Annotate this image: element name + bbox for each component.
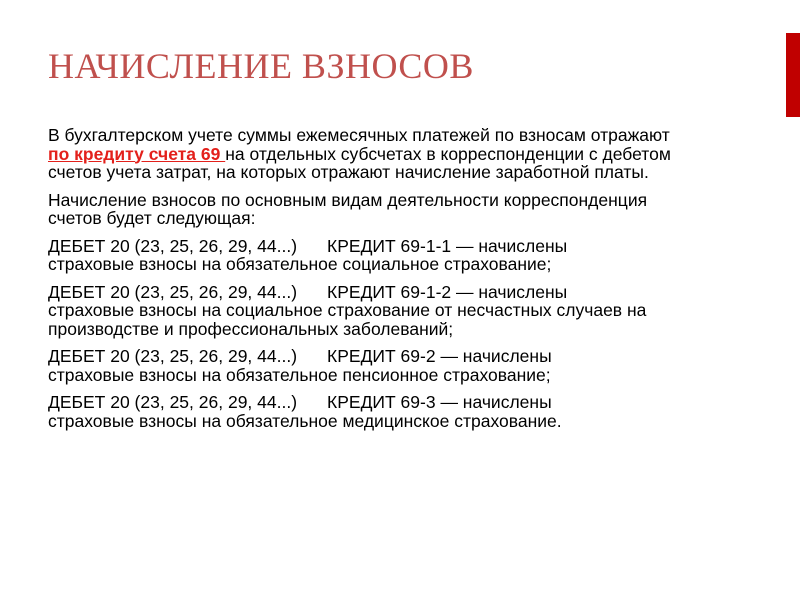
entry-description: страховые взносы на обязательное пенсионное страхование;: [48, 364, 551, 385]
entry-debit: ДЕБЕТ 20 (23, 25, 26, 29, 44...): [48, 346, 298, 366]
entry-description: страховые взносы на обязательное социальное страхование;: [48, 254, 552, 274]
entry-paragraph: [48, 283, 688, 339]
intro-text-before: В бухгалтерском учете суммы ежемесячных платежей по взносам отражают: [48, 125, 670, 145]
slide-body: [48, 126, 688, 439]
entry-credit: КРЕДИТ 69-1-1 — начислены: [327, 235, 568, 256]
entry-paragraph: [48, 347, 688, 384]
intro-text-after: на отдельных субсчетах в корреспонденции с дебетом счетов учета затрат, на которых отражают начисление заработной платы.: [48, 143, 671, 182]
entry-paragraph: [48, 393, 688, 430]
entry-description: страховые взносы на социальное страхование от несчастных случаев на производстве и профессиональных заболеваний;: [48, 300, 647, 339]
entry-debit: ДЕБЕТ 20 (23, 25, 26, 29, 44...): [48, 281, 298, 302]
entry-credit: КРЕДИТ 69-2 — начислены: [327, 346, 552, 366]
entry-description: страховые взносы на обязательное медицинское страхование.: [48, 410, 562, 431]
entry-debit: ДЕБЕТ 20 (23, 25, 26, 29, 44...): [48, 235, 298, 256]
entry-credit: КРЕДИТ 69-3 — начислены: [327, 392, 552, 412]
entry-debit: ДЕБЕТ 20 (23, 25, 26, 29, 44...): [48, 392, 298, 412]
entry-paragraph: [48, 237, 688, 274]
intro-paragraph: [48, 126, 688, 182]
accent-bar: [786, 33, 800, 117]
entry-credit: КРЕДИТ 69-1-2 — начислены: [327, 281, 568, 302]
slide-title: НАЧИСЛЕНИЕ ВЗНОСОВ: [48, 46, 474, 86]
lead-paragraph: Начисление взносов по основным видам деятельности корреспонденция счетов будет следующая:: [48, 189, 648, 228]
account-69-link[interactable]: по кредиту счета 69: [48, 143, 226, 164]
